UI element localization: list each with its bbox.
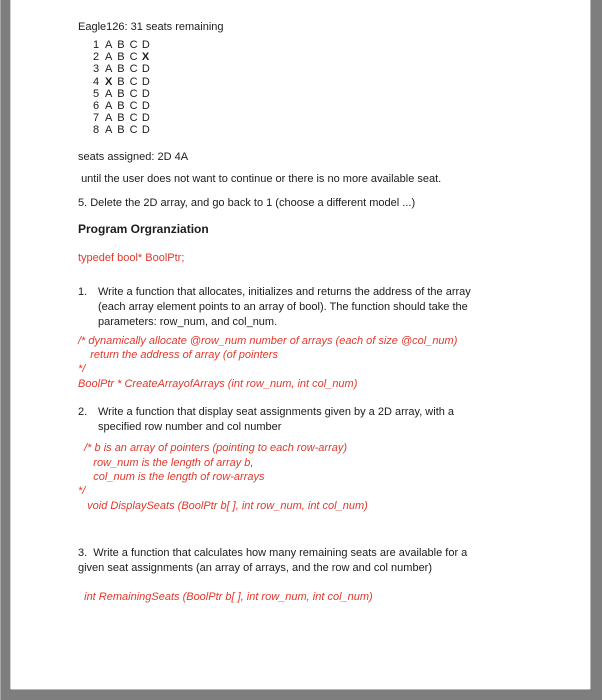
task-text-line: (each array element points to an array of bool). The function should take the	[98, 300, 468, 313]
seat-row-number: 8	[93, 124, 100, 137]
seat-row-number: 4	[93, 75, 100, 88]
paragraph-until-user: until the user does not want to continue or there is no more available seat.	[78, 172, 442, 185]
seat-cell: A	[105, 51, 113, 64]
seat-row	[93, 112, 548, 124]
code-line: /* b is an array of pointers (pointing to each row-array)	[78, 442, 348, 455]
seat-cell: A	[105, 63, 113, 76]
seats-assigned-line: seats assigned: 2D 4A	[78, 150, 189, 163]
seat-row-number: 1	[93, 39, 100, 51]
paragraph-step-5: 5. Delete the 2D array, and go back to 1 (choose a different model ...)	[78, 196, 416, 209]
code-line: /* dynamically allocate @row_num number of arrays (each of size @col_num)	[78, 334, 458, 347]
seat-cell: C	[129, 124, 138, 137]
seat-cell: B	[117, 39, 125, 51]
seat-row	[93, 39, 548, 51]
seat-cell: A	[105, 100, 113, 113]
seat-cell: B	[117, 124, 125, 137]
seat-row	[93, 63, 548, 75]
task-text-line: Write a function that allocates, initializes and returns the address of the array	[98, 285, 471, 298]
seat-cell: C	[129, 63, 138, 76]
task-paragraph	[78, 546, 548, 576]
task-item	[78, 405, 548, 513]
seat-cell: D	[141, 75, 150, 88]
seat-cell: A	[105, 39, 113, 51]
seat-cell: D	[141, 112, 150, 125]
seat-cell: A	[105, 124, 113, 137]
seat-cell: D	[141, 87, 150, 100]
seat-row-number: 7	[93, 112, 100, 125]
seat-cell: C	[129, 39, 138, 51]
task-item	[78, 546, 548, 604]
seat-cell: B	[117, 75, 125, 88]
seat-cell: B	[117, 100, 125, 113]
seat-cell: C	[129, 112, 138, 125]
seat-cell: C	[129, 51, 138, 64]
code-line: BoolPtr * CreateArrayofArrays (int row_num, int col_num)	[78, 377, 358, 390]
code-line: */	[78, 485, 86, 498]
task-paragraph	[78, 405, 548, 435]
task-text-line: 3. Write a function that calculates how many remaining seats are available for a	[78, 547, 468, 560]
code-line: void DisplaySeats (BoolPtr b[ ], int row_num, int col_num)	[78, 499, 368, 512]
task-number: 2.	[78, 406, 88, 419]
task-item	[78, 285, 548, 392]
seat-cell: B	[117, 112, 125, 125]
seat-cell: C	[129, 100, 138, 113]
seat-cell: C	[129, 75, 138, 88]
code-line: */	[78, 363, 86, 376]
seat-cell: B	[117, 51, 125, 64]
task-text-line: specified row number and col number	[98, 421, 282, 434]
task-code-block	[78, 334, 548, 392]
task-list	[78, 285, 548, 605]
seat-row-number: 3	[93, 63, 100, 76]
seat-cell: D	[141, 39, 150, 51]
code-line: row_num is the length of array b,	[78, 456, 254, 469]
task-text-line: Write a function that display seat assignments given by a 2D array, with a	[98, 406, 455, 419]
seat-row	[93, 124, 548, 136]
seat-row-number: 2	[93, 51, 100, 64]
task-text-line: given seat assignments (an array of arrays, and the row and col number)	[78, 562, 433, 575]
typedef-code-line: typedef bool* BoolPtr;	[78, 251, 185, 264]
seat-row	[93, 76, 548, 88]
seat-row	[93, 88, 548, 100]
seat-row-number: 5	[93, 87, 100, 100]
task-paragraph	[78, 285, 548, 330]
seat-row	[93, 51, 548, 63]
document-page	[11, 0, 590, 689]
code-line: return the address of array (of pointers	[78, 349, 278, 362]
seat-cell: D	[141, 100, 150, 113]
task-code-block	[78, 590, 548, 604]
section-heading-program-organization: Program Orgranziation	[78, 221, 209, 236]
seat-cell-taken: X	[141, 51, 150, 64]
seat-cell: A	[105, 112, 113, 125]
seat-row	[93, 100, 548, 112]
seat-cell: C	[129, 87, 138, 100]
seat-cell: B	[117, 63, 125, 76]
code-line: col_num is the length of row-arrays	[78, 471, 265, 484]
seat-cell: A	[105, 87, 113, 100]
task-code-block	[78, 441, 548, 513]
seat-row-number: 6	[93, 100, 100, 113]
seat-cell: B	[117, 87, 125, 100]
task-text-line: parameters: row_num, and col_num.	[98, 315, 278, 328]
task-number: 1.	[78, 285, 88, 298]
seat-map	[93, 39, 548, 137]
seat-cell: D	[141, 124, 150, 137]
code-line: int RemainingSeats (BoolPtr b[ ], int row_num, int col_num)	[78, 591, 373, 604]
document-content	[78, 21, 548, 605]
flight-seats-header: Eagle126: 31 seats remaining	[78, 21, 224, 33]
seat-cell-taken: X	[105, 75, 113, 88]
seat-cell: D	[141, 63, 150, 76]
